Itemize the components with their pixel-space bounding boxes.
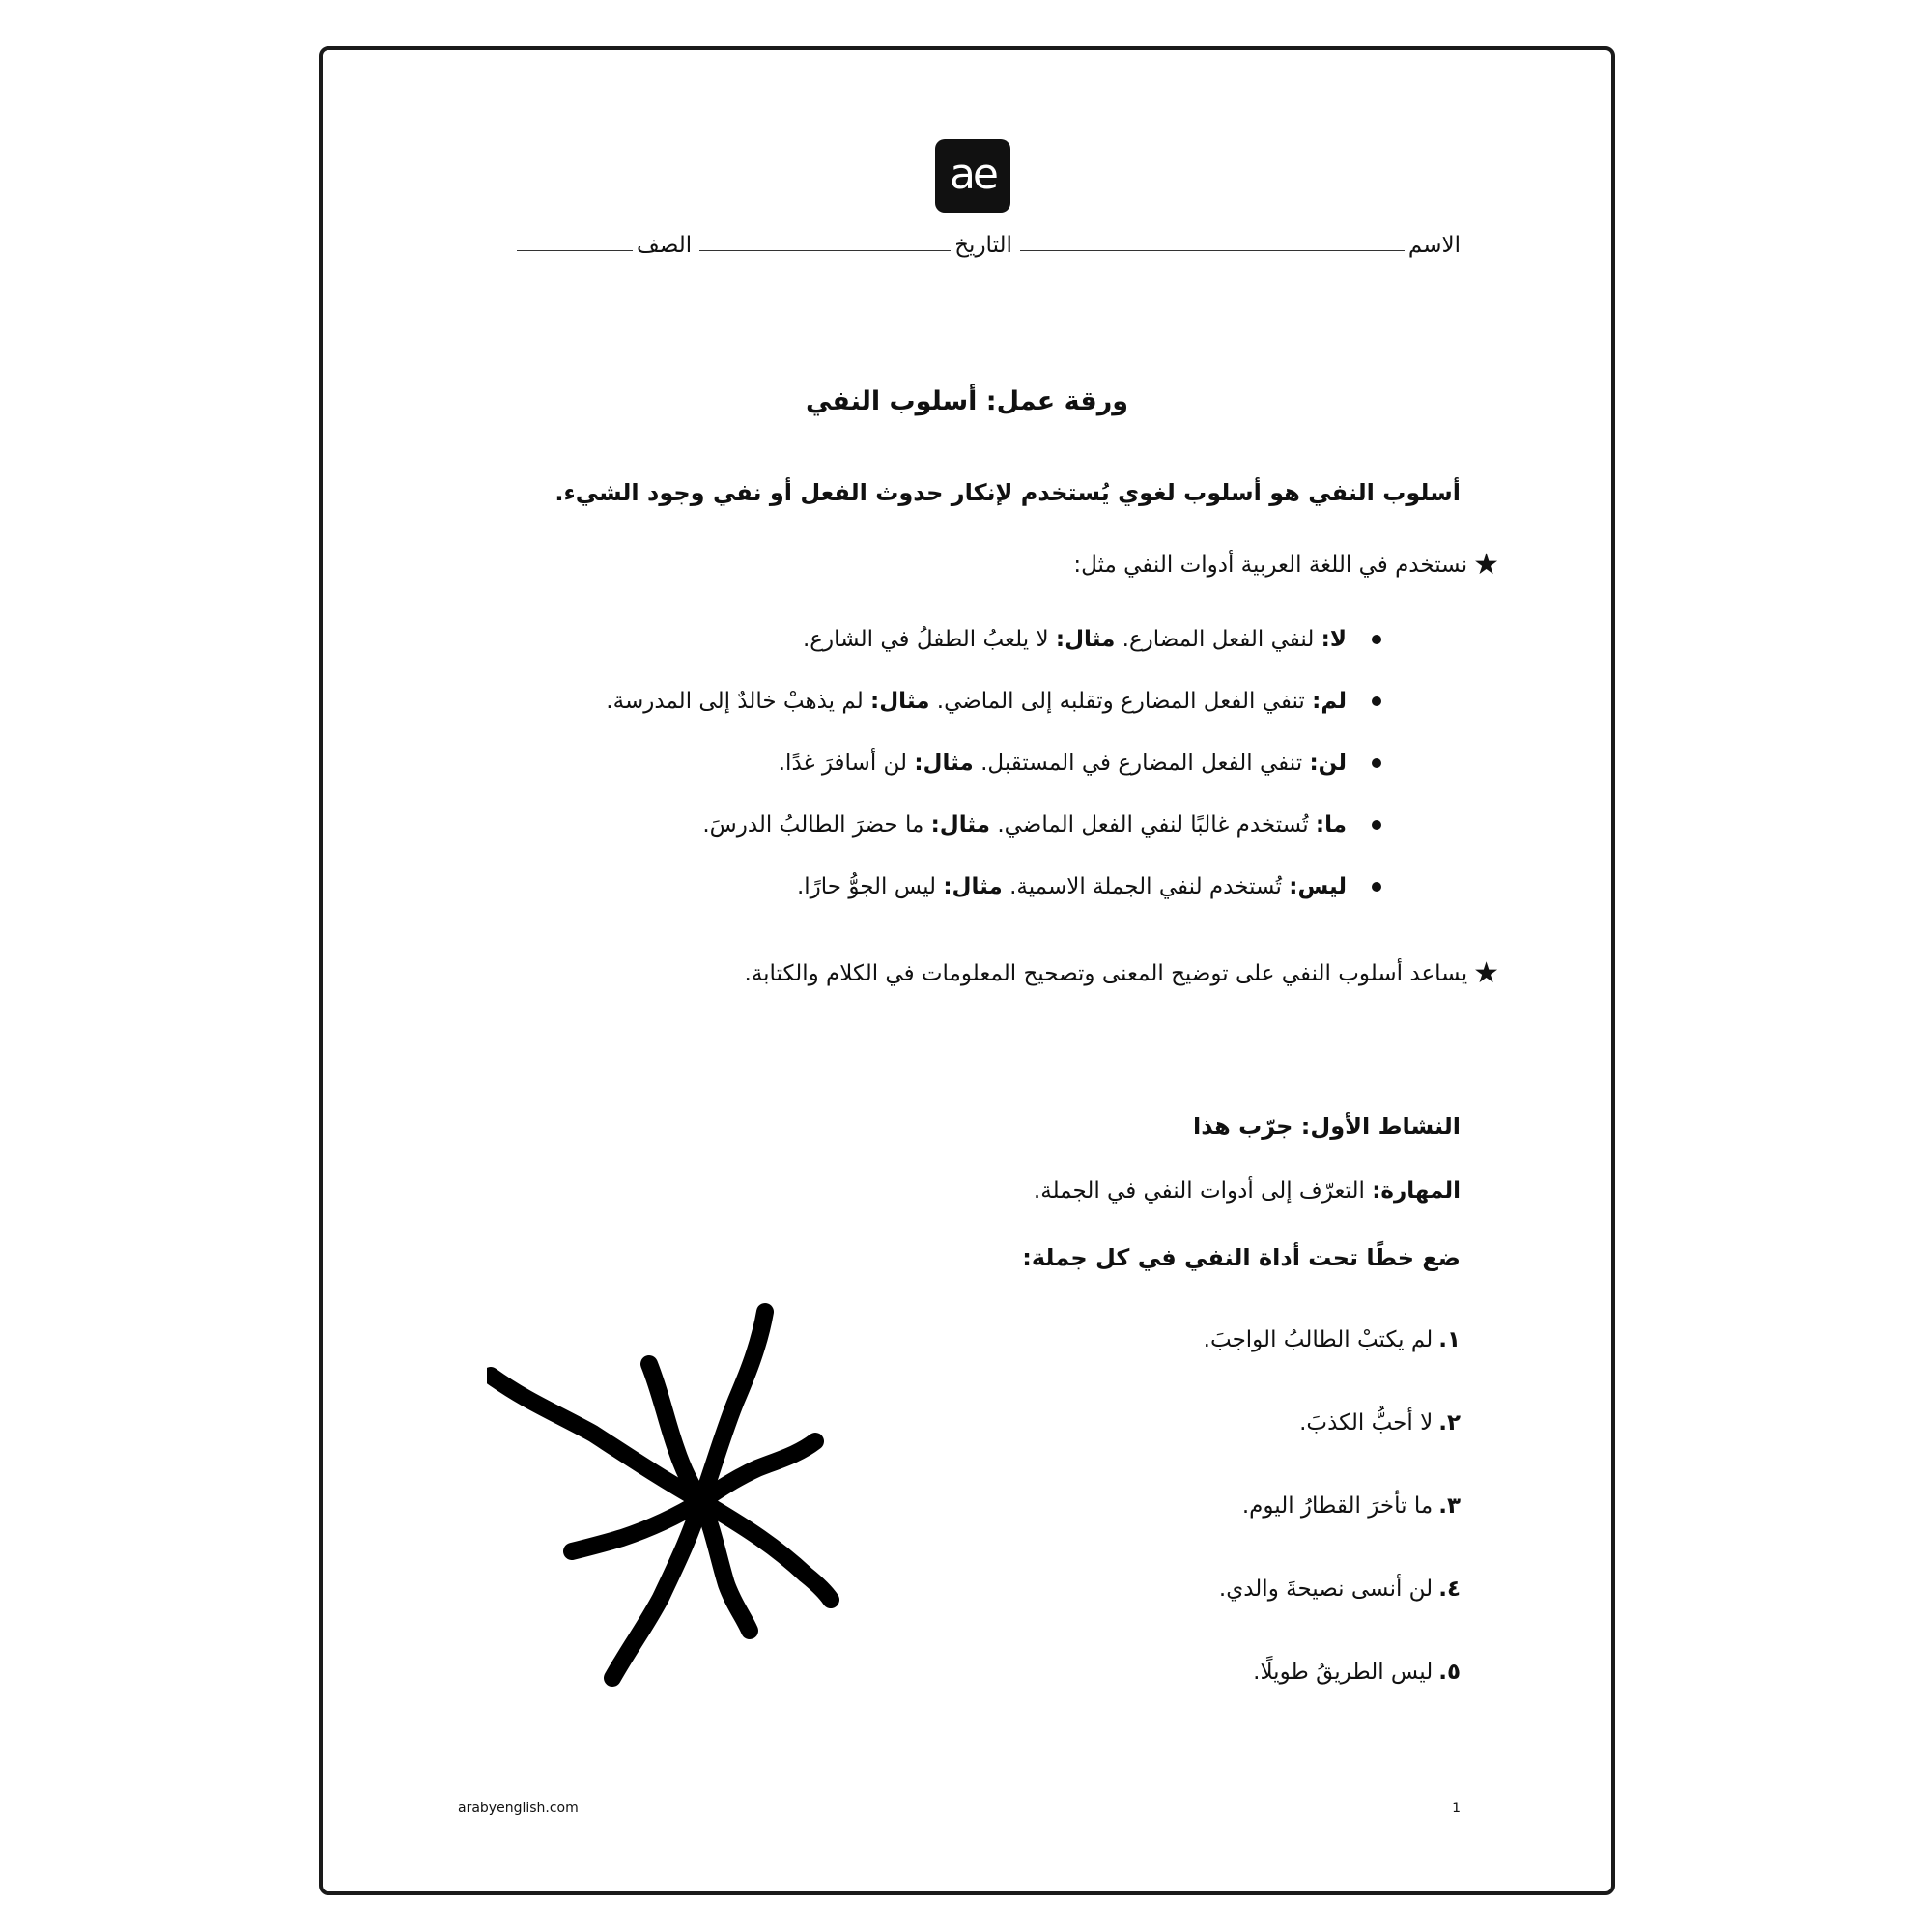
- intro-star-line: [1073, 548, 1499, 582]
- activity-title: النشاط الأول: جرّب هذا: [1193, 1113, 1461, 1140]
- intro-star-text: نستخدم في اللغة العربية أدوات النفي مثل:: [1073, 552, 1468, 578]
- sentence-text: لا أحبُّ الكذبَ.: [1299, 1410, 1434, 1435]
- exercise-sentence[interactable]: [1204, 1577, 1461, 1660]
- name-label: الاسم: [1407, 233, 1461, 258]
- example-label: مثال:: [930, 812, 991, 838]
- date-blank-line: [699, 249, 951, 251]
- worksheet-page: [319, 46, 1615, 1895]
- tool-name: ليس:: [1289, 874, 1347, 899]
- sentence-text: ما تأخرَ القطارُ اليوم.: [1241, 1493, 1434, 1519]
- exercise-sentence[interactable]: [1204, 1493, 1461, 1577]
- sentence-number: ٤.: [1438, 1577, 1461, 1602]
- skill-line: [1034, 1179, 1461, 1204]
- negation-tools-list: [606, 609, 1381, 918]
- tool-example: لا يلعبُ الطفلُ في الشارع.: [802, 627, 1056, 652]
- closing-star-line: [744, 956, 1499, 990]
- sentence-text: ليس الطريقُ طويلًا.: [1253, 1660, 1434, 1685]
- exercise-sentences-list: [1204, 1327, 1461, 1743]
- example-label: مثال:: [943, 874, 1003, 899]
- tool-example: لم يذهبْ خالدٌ إلى المدرسة.: [606, 689, 871, 714]
- hand-drawn-asterisk-scribble: [487, 1248, 931, 1712]
- sentence-number: ٢.: [1438, 1410, 1461, 1435]
- example-label: مثال:: [870, 689, 930, 714]
- sentence-number: ٣.: [1438, 1493, 1461, 1519]
- bullet-icon: [1372, 758, 1381, 768]
- star-icon: ★: [1473, 956, 1499, 990]
- name-blank-line: [1020, 249, 1405, 251]
- list-item: [606, 732, 1381, 794]
- class-blank-line: [517, 249, 633, 251]
- footer-page-number: 1: [1452, 1801, 1461, 1816]
- skill-label: المهارة:: [1372, 1179, 1461, 1204]
- tool-description: تُستخدم لنفي الجملة الاسمية.: [1002, 874, 1290, 899]
- student-info-row: [466, 219, 1461, 258]
- tool-example: ليس الجوُّ حارًا.: [796, 874, 944, 899]
- tool-description: تنفي الفعل المضارع في المستقبل.: [973, 751, 1310, 776]
- footer-website: arabyenglish.com: [458, 1801, 579, 1816]
- list-item: [606, 609, 1381, 670]
- example-label: مثال:: [914, 751, 974, 776]
- bullet-icon: [1372, 882, 1381, 892]
- brand-logo: ae: [935, 139, 1010, 213]
- sentence-text: لن أنسى نصيحةَ والدي.: [1218, 1577, 1434, 1602]
- exercise-sentence[interactable]: [1204, 1410, 1461, 1493]
- closing-star-text: يساعد أسلوب النفي على توضيح المعنى وتصحيح المعلومات في الكلام والكتابة.: [744, 960, 1468, 986]
- activity-instruction: ضع خطًا تحت أداة النفي في كل جملة:: [1022, 1244, 1461, 1271]
- list-item: [606, 670, 1381, 732]
- skill-text: التعرّف إلى أدوات النفي في الجملة.: [1033, 1179, 1373, 1204]
- exercise-sentence[interactable]: [1204, 1327, 1461, 1410]
- list-item: [606, 794, 1381, 856]
- sentence-number: ١.: [1438, 1327, 1461, 1352]
- worksheet-title: ورقة عمل: أسلوب النفي: [805, 386, 1129, 416]
- bullet-icon: [1372, 696, 1381, 706]
- class-label: الصف: [637, 233, 693, 258]
- sentence-number: ٥.: [1438, 1660, 1461, 1685]
- tool-name: ما:: [1315, 812, 1347, 838]
- tool-example: ما حضرَ الطالبُ الدرسَ.: [702, 812, 931, 838]
- definition-text: أسلوب النفي هو أسلوب لغوي يُستخدم لإنكار حدوث الفعل أو نفي وجود الشيء.: [554, 479, 1461, 506]
- tool-name: لا:: [1321, 627, 1347, 652]
- bullet-icon: [1372, 820, 1381, 830]
- tool-description: تنفي الفعل المضارع وتقلبه إلى الماضي.: [929, 689, 1313, 714]
- tool-example: لن أسافرَ غدًا.: [778, 751, 915, 776]
- list-item: [606, 856, 1381, 918]
- tool-name: لن:: [1309, 751, 1347, 776]
- tool-description: تُستخدم غالبًا لنفي الفعل الماضي.: [990, 812, 1316, 838]
- bullet-icon: [1372, 635, 1381, 644]
- exercise-sentence[interactable]: [1204, 1660, 1461, 1743]
- tool-description: لنفي الفعل المضارع.: [1115, 627, 1321, 652]
- star-icon: ★: [1473, 548, 1499, 582]
- example-label: مثال:: [1055, 627, 1116, 652]
- tool-name: لم:: [1312, 689, 1347, 714]
- date-label: التاريخ: [954, 233, 1012, 258]
- sentence-text: لم يكتبْ الطالبُ الواجبَ.: [1203, 1327, 1434, 1352]
